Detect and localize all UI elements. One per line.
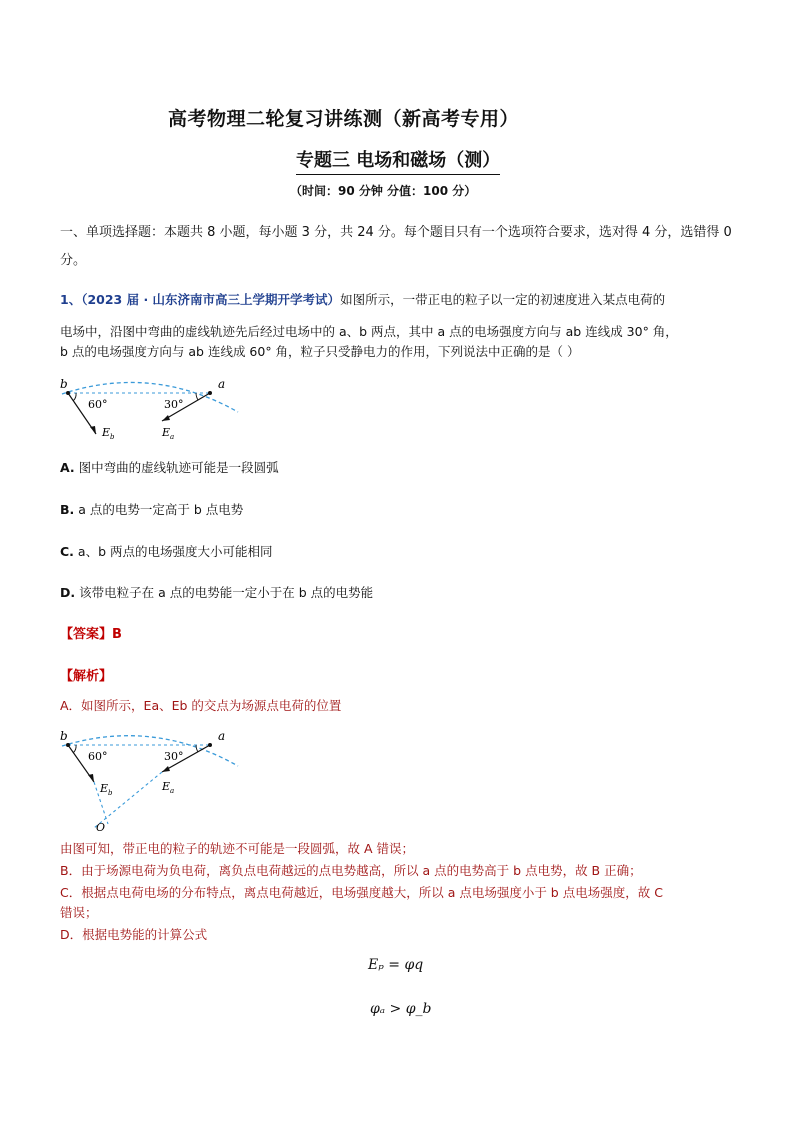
field-a-label: E	[162, 780, 171, 793]
option-c: C. a、b 两点的电场强度大小可能相同	[60, 544, 273, 559]
formula-potential-compare: φₐ > φ_b	[370, 1001, 432, 1017]
field-arrow-a	[162, 415, 170, 421]
angle-arc-b	[73, 393, 76, 401]
section-instructions: 一、单项选择题：本题共 8 小题，每小题 3 分，共 24 分。每个题目只有一个选项符合要求，选对得 4 分，选错得 0 分。	[60, 225, 732, 268]
field-arrow-b	[88, 774, 94, 782]
exam-meta: （时间：90 分钟 分值：100 分）	[290, 184, 477, 198]
option-d: D. 该带电粒子在 a 点的电势能一定小于在 b 点的电势能	[60, 585, 374, 600]
field-arrow-b	[90, 426, 96, 434]
field-arrow-a	[162, 766, 170, 772]
angle-arc-a	[196, 393, 198, 400]
question-figure	[58, 372, 243, 444]
answer-label: 【答案】B	[60, 627, 122, 642]
option-b: B. a 点的电势一定高于 b 点电势	[60, 502, 244, 517]
question-line-2: 电场中，沿图中弯曲的虚线轨迹先后经过电场中的 a、b 两点，其中 a 点的电场强度方向与 ab 连线成 30° 角，	[60, 324, 678, 339]
field-a-label: E	[162, 426, 171, 439]
analysis-c-line2: 错误；	[60, 905, 98, 920]
angle-b-label: 60°	[88, 750, 108, 763]
angle-arc-a	[196, 745, 198, 752]
page-subtitle: 专题三 电场和磁场（测）	[296, 146, 500, 175]
question-source: （2023 届 · 山东济南市高三上学期开学考试）	[81, 292, 341, 307]
angle-a-label: 30°	[164, 398, 184, 411]
analysis-a-conclusion: 由图可知，带正电的粒子的轨迹不可能是一段圆弧，故 A 错误；	[60, 841, 414, 856]
analysis-a-intro: A．如图所示，Ea、Eb 的交点为场源点电荷的位置	[60, 698, 342, 713]
analysis-heading: 【解析】	[60, 669, 113, 684]
field-b-label: E	[100, 782, 109, 795]
label-b: b	[60, 729, 68, 743]
formula-potential-energy: Eₚ = φq	[368, 957, 424, 973]
field-b-sub: b	[110, 433, 115, 441]
option-a: A. 图中弯曲的虚线轨迹可能是一段圆弧	[60, 460, 279, 475]
question-number: 1、	[60, 292, 82, 307]
question-line-1	[60, 291, 665, 309]
field-b-label: E	[102, 426, 111, 439]
angle-a-label: 30°	[164, 750, 184, 763]
field-a-sub: a	[170, 787, 175, 795]
analysis-figure	[58, 728, 243, 834]
origin-label: O	[96, 821, 106, 834]
field-a-sub: a	[170, 433, 175, 441]
analysis-d: D．根据电势能的计算公式	[60, 927, 208, 942]
question-line-3: b 点的电场强度方向与 ab 连线成 60° 角，粒子只受静电力的作用，下列说法中正确的是（ ）	[60, 344, 580, 359]
label-a: a	[218, 377, 226, 391]
label-a: a	[218, 729, 226, 743]
label-b: b	[60, 377, 68, 391]
angle-b-label: 60°	[88, 398, 108, 411]
field-extension-a	[94, 772, 162, 828]
analysis-c-line1: C．根据点电荷电场的分布特点，离点电荷越近，电场强度越大，所以 a 点电场强度小于 b 点电场强度，故 C	[60, 885, 663, 900]
page-title: 高考物理二轮复习讲练测（新高考专用）	[168, 108, 520, 130]
field-b-sub: b	[108, 789, 113, 797]
analysis-b: B．由于场源电荷为负电荷，离负点电荷越远的点电势越高，所以 a 点的电势高于 b 点电势，故 B 正确；	[60, 863, 642, 878]
question-text-1: 如图所示，一带正电的粒子以一定的初速度进入某点电荷的	[340, 292, 666, 307]
